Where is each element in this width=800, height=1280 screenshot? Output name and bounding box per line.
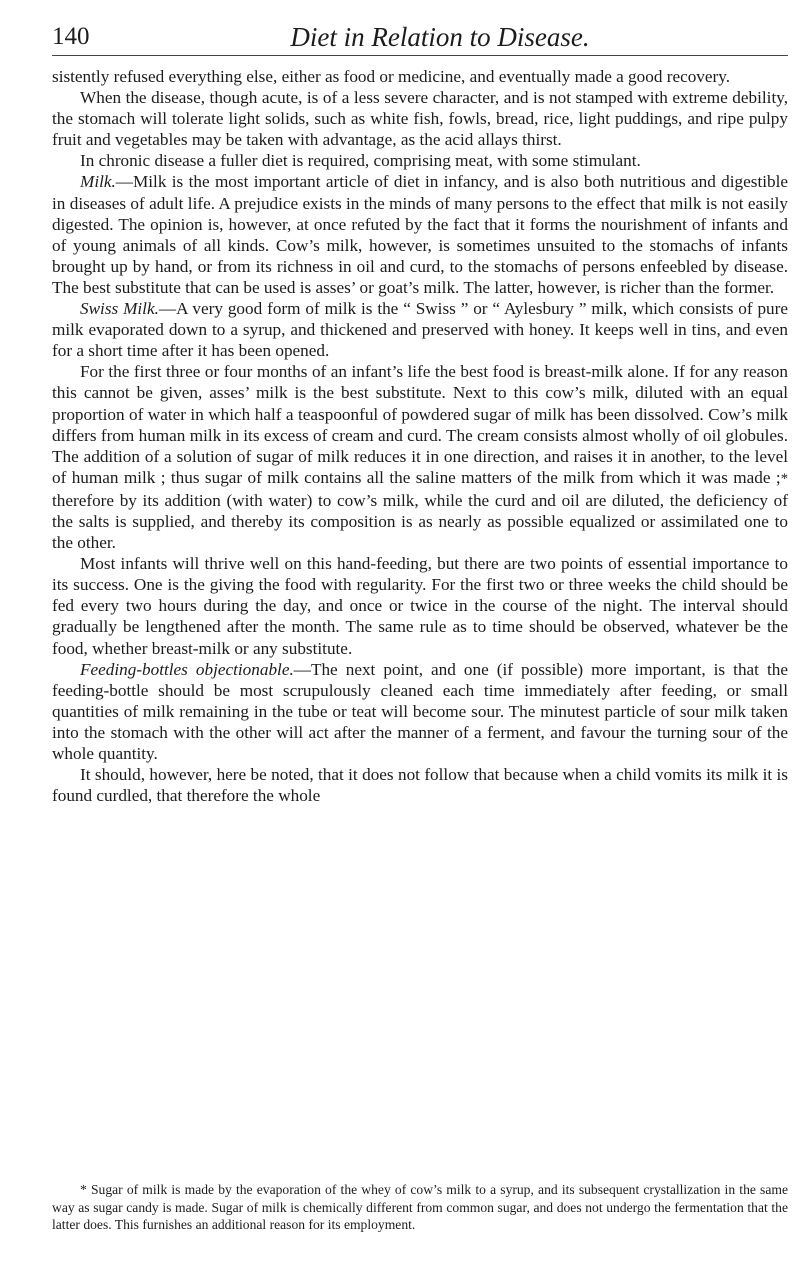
paragraph-vomiting: It should, however, here be noted, that it does not follow that because when a child vomits its milk it is found curdled, that therefore the whole (52, 765, 788, 806)
paragraph-infant-feeding-text-b: therefore by its addition (with water) to cow’s milk, while the curd and oil are diluted, the deficiency of the salts is supplied, and thereby its composition is as nearly as possible equalized or assimilated one to the other. (52, 490, 788, 553)
section-heading-swiss-milk: Swiss Milk. (80, 299, 159, 319)
paragraph-chronic-disease: In chronic disease a fuller diet is required, comprising meat, with some stimulant. (80, 151, 641, 171)
paragraph-swiss-milk-text: —A very good form of milk is the “ Swiss ” or “ Aylesbury ” milk, which consists of pure milk evaporated down to a syrup, and thickened and preserved with honey. It keeps well in tins, and even for a short time after it has been opened. (52, 299, 788, 361)
footnote-text: * Sugar of milk is made by the evaporation of the whey of cow’s milk to a syrup, and its subsequent crystallization in the same way as sugar candy is made. Sugar of milk is chemically different from common sugar, and does not undergo the fermentation that the latter does. This furnishes an additional reason for its employment. (52, 1182, 788, 1233)
running-title-text: Diet in Relation to Disease. (290, 22, 590, 52)
running-title (52, 22, 788, 52)
paragraph-hand-feeding: Most infants will thrive well on this hand-feeding, but there are two points of essential importance to its success. One is the giving the food with regularity. For the first two or three weeks the child should be fed every two hours during the day, and once or twice in the course of the night. The interval should gradually be lengthened after the month. The same rule as to time should be observed, whatever be the food, whether breast-milk or any substitute. (52, 554, 788, 658)
page-header (52, 22, 788, 56)
header-rule (52, 55, 788, 56)
paragraph-swiss-milk (52, 298, 788, 361)
body-text (52, 66, 788, 806)
paragraph-milk-text: —Milk is the most important article of diet in infancy, and is also both nutritious and digestible in diseases of adult life. A prejudice exists in the minds of many persons to the effect that milk is not easily digested. The opinion is, however, at once refuted by the fact that it forms the nourishment of infants and of young animals of all kinds. Cow’s milk, however, is sometimes unsuited to the stomachs of infants brought up by hand, or from its richness in oil and curd, to the stomachs of persons enfeebled by disease. The best substitute that can be used is asses’ or goat’s milk. The latter, however, is richer than the former. (52, 172, 788, 297)
paragraph-infant-feeding (52, 361, 788, 553)
section-heading-feeding-bottles: Feeding-bottles objectionable. (80, 659, 294, 679)
paragraph-acute-disease: When the disease, though acute, is of a less severe character, and is not stamped with extreme debility, the stomach will tolerate light solids, such as white fish, fowls, bread, rice, light puddings, and ripe pulpy fruit and vegetables may be taken with advantage, as the acid allays thirst. (52, 88, 788, 150)
paragraph-infant-feeding-text-a: For the first three or four months of an infant’s life the best food is breast-milk alone. If for any reason this cannot be given, asses’ milk is the best substitute. Next to this cow’s milk, diluted with an equal proportion of water in which half a teaspoonful of powdered sugar of milk has been dissolved. Cow’s milk differs from human milk in its excess of cream and curd. The cream consists almost wholly of oil globules. The addition of a solution of sugar of milk reduces it in one direction, and raises it in another, to the level of human milk ; thus sugar of milk contains all the saline matters of the milk from which it was made ; (52, 362, 788, 487)
paragraph-feeding-bottles-text: —The next point, and one (if possible) more important, is that the feeding-bottle should be most scrupulously cleaned each time immediately after feeding, or small quantities of milk remaining in the tube or teat will become sour. The minutest particle of sour milk taken into the stomach with the other will act after the manner of a ferment, and favour the turning sour of the whole quantity. (52, 659, 788, 763)
section-heading-milk: Milk. (80, 172, 116, 192)
page-number: 140 (52, 23, 90, 50)
paragraph-feeding-bottles (52, 659, 788, 764)
footnote-marker: * (780, 470, 788, 487)
paragraph-milk (52, 171, 788, 298)
footnote (52, 1181, 788, 1234)
paragraph-continuation: sistently refused everything else, either as food or medicine, and eventually made a good recovery. (52, 67, 731, 86)
